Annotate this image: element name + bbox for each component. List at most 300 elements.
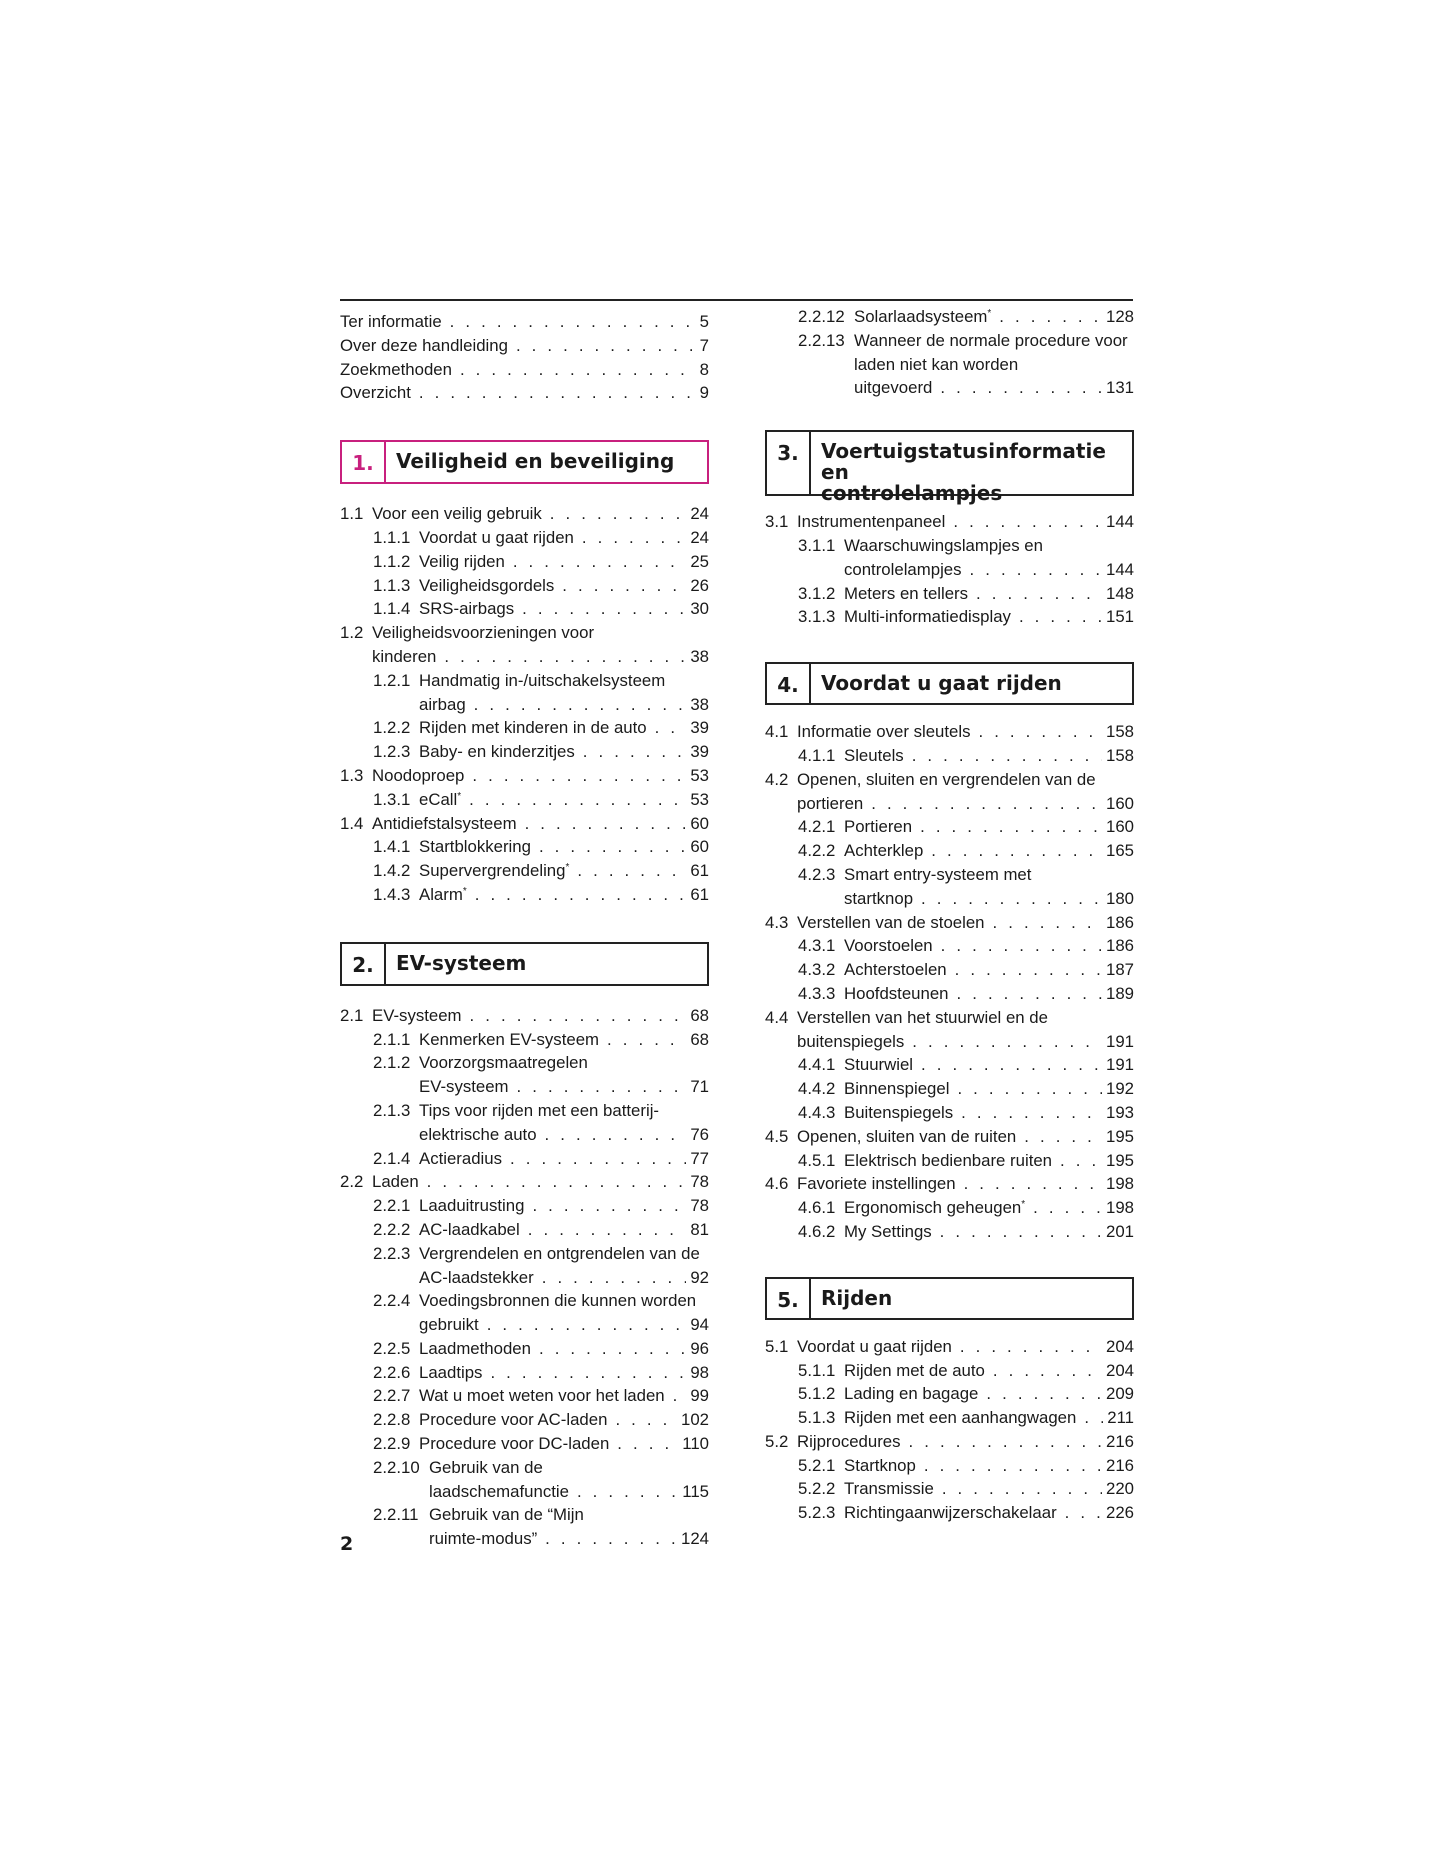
entry-title-text: Laadmethoden [419, 1338, 531, 1358]
dot-leader [673, 1384, 687, 1408]
entry-page[interactable]: 5 [699, 312, 709, 331]
toc-entry[interactable] [765, 1220, 1134, 1244]
entry-page[interactable]: 78 [690, 1172, 709, 1192]
entry-page[interactable]: 7 [699, 335, 709, 355]
toc-entry[interactable] [765, 1335, 1134, 1359]
toc-entry[interactable] [340, 334, 709, 358]
top-rule [340, 299, 1133, 301]
entry-leader-row [844, 1501, 1134, 1525]
entry-title [844, 1077, 949, 1101]
entry-leader-row [419, 716, 709, 740]
toc-entry[interactable] [765, 1382, 1134, 1406]
entry-leader-row [797, 1030, 1134, 1054]
entry-number: 5.1.2 [798, 1384, 836, 1404]
entry-title-text: Solarlaadsysteem [854, 307, 988, 326]
entry-page[interactable]: 209 [1106, 1384, 1134, 1404]
toc-entry[interactable] [765, 982, 1134, 1006]
entry-body [340, 381, 709, 405]
entry-leader-row [844, 1382, 1134, 1406]
entry-leader-row [419, 1147, 709, 1171]
entry-page[interactable]: 180 [1106, 888, 1134, 908]
dot-leader [993, 911, 1102, 935]
entry-title [844, 558, 962, 582]
toc-entry[interactable] [765, 839, 1134, 863]
toc-entry[interactable] [765, 1196, 1134, 1220]
entry-title-text: laadschemafunctie [429, 1481, 569, 1501]
entry-page[interactable]: 115 [682, 1481, 709, 1501]
entry-page[interactable]: 60 [690, 837, 709, 857]
entry-body [844, 839, 1134, 863]
entry-title-text: Informatie over sleutels [797, 722, 971, 742]
entry-page[interactable]: 192 [1106, 1079, 1134, 1099]
toc-entry[interactable] [765, 720, 1134, 744]
toc-entry[interactable] [340, 381, 709, 405]
entry-title [844, 1149, 1052, 1173]
dot-leader [607, 1028, 686, 1052]
dot-leader [472, 764, 686, 788]
chapter-title [811, 432, 1132, 506]
dot-leader [516, 334, 696, 358]
entry-title [844, 744, 904, 768]
toc-entry[interactable] [340, 716, 709, 740]
entry-body [844, 1220, 1134, 1244]
toc-entry[interactable] [340, 1242, 709, 1290]
entry-title-line: laden niet kan worden [854, 354, 1019, 374]
toc-entry[interactable] [765, 1172, 1134, 1196]
toc-entry[interactable] [765, 1454, 1134, 1478]
entry-title [429, 1480, 569, 1504]
entry-title-text: Ter informatie [340, 312, 442, 331]
entry-page[interactable]: 186 [1106, 936, 1134, 956]
entry-page[interactable]: 99 [690, 1386, 709, 1406]
chapter-2-continued [765, 305, 1134, 400]
dot-leader [920, 815, 1102, 839]
entry-title [844, 1477, 934, 1501]
entry-title-text: Antidiefstalsysteem [372, 813, 517, 833]
entry-title [372, 764, 464, 788]
entry-body [419, 1194, 709, 1218]
entry-body [419, 1432, 709, 1456]
toc-entry[interactable] [340, 597, 709, 621]
entry-number: 4.3.1 [798, 936, 836, 956]
entry-title [419, 1147, 502, 1171]
toc-entry[interactable] [765, 1125, 1134, 1149]
entry-title-text: Zoekmethoden [340, 359, 452, 379]
entry-page[interactable]: 195 [1106, 1126, 1134, 1146]
toc-entry[interactable] [340, 1432, 709, 1456]
entry-number: 1.2 [340, 623, 364, 643]
entry-title [419, 1313, 479, 1337]
dot-leader [562, 574, 686, 598]
dot-leader [539, 835, 686, 859]
toc-entry[interactable] [765, 1477, 1134, 1501]
entry-page[interactable]: 24 [690, 527, 709, 547]
entry-leader-row [844, 558, 1134, 582]
dot-leader [444, 645, 686, 669]
entry-page[interactable]: 53 [690, 789, 709, 809]
toc-entry[interactable] [765, 510, 1134, 534]
entry-page[interactable]: 160 [1106, 793, 1134, 813]
entry-title-line: Handmatig in-/uitschakelsysteem [419, 670, 666, 690]
entry-page[interactable]: 92 [690, 1267, 709, 1287]
entry-title [844, 958, 947, 982]
entry-page[interactable]: 96 [690, 1338, 709, 1358]
dot-leader [1033, 1196, 1102, 1220]
entry-page[interactable]: 198 [1106, 1198, 1134, 1218]
entry-page[interactable]: 30 [690, 599, 709, 619]
entry-body [797, 1125, 1134, 1149]
toc-entry[interactable] [340, 1004, 709, 1028]
chapter-title: Veiligheid en beveiliging [396, 449, 675, 474]
toc-entry[interactable] [340, 812, 709, 836]
toc-entry[interactable] [340, 1361, 709, 1385]
entry-number: 2.2.6 [373, 1362, 411, 1382]
toc-entry[interactable] [340, 621, 709, 669]
toc-entry[interactable] [765, 1101, 1134, 1125]
entry-page[interactable]: 204 [1106, 1360, 1134, 1380]
entry-body [797, 1335, 1134, 1359]
toc-entry[interactable] [340, 1028, 709, 1052]
entry-title-text: SRS-airbags [419, 599, 515, 619]
entry-number: 5.2.2 [798, 1479, 836, 1499]
entry-page[interactable]: 102 [681, 1410, 709, 1430]
entry-body [419, 1408, 709, 1432]
entry-title [844, 1101, 953, 1125]
entry-page[interactable]: 148 [1106, 583, 1134, 603]
chapter-1-header[interactable] [340, 440, 709, 484]
entry-page[interactable]: 189 [1106, 983, 1134, 1003]
entry-page[interactable]: 26 [690, 575, 709, 595]
entry-page[interactable]: 165 [1106, 841, 1134, 861]
dot-leader [1024, 1125, 1102, 1149]
toc-entry[interactable] [340, 788, 709, 812]
toc-entry[interactable] [340, 526, 709, 550]
page-number: 2 [340, 1533, 354, 1555]
dot-leader [970, 558, 1102, 582]
toc-entry[interactable] [765, 1053, 1134, 1077]
entry-title [844, 1454, 916, 1478]
toc-entry[interactable] [340, 1337, 709, 1361]
dot-leader [475, 883, 687, 907]
entry-leader-row [419, 526, 709, 550]
toc-entry[interactable] [765, 1430, 1134, 1454]
dot-leader [577, 1480, 678, 1504]
toc-entry[interactable] [765, 1149, 1134, 1173]
chapter-4-header[interactable] [765, 662, 1134, 705]
entry-body [844, 1382, 1134, 1406]
entry-title [372, 1170, 419, 1194]
entry-leader-row [844, 1220, 1134, 1244]
entry-number: 4.6 [765, 1174, 789, 1194]
entry-leader-row [419, 1384, 709, 1408]
entry-leader-row [419, 1123, 709, 1147]
entry-number: 1.1.4 [373, 599, 411, 619]
entry-page[interactable]: 158 [1106, 745, 1134, 765]
entry-page[interactable]: 110 [682, 1434, 709, 1454]
entry-number: 4.3.2 [798, 960, 836, 980]
toc-entry[interactable] [340, 740, 709, 764]
entry-number: 2.1 [340, 1005, 364, 1025]
entry-number: 4.3 [765, 912, 789, 932]
entry-page[interactable]: 68 [690, 1029, 709, 1049]
entry-body [797, 911, 1134, 935]
dot-leader [1060, 1149, 1102, 1173]
entry-page[interactable]: 60 [690, 813, 709, 833]
entry-number: 2.2 [340, 1172, 364, 1192]
entry-number: 1.1.3 [373, 575, 411, 595]
entry-page[interactable]: 226 [1106, 1503, 1134, 1523]
toc-entry[interactable] [340, 764, 709, 788]
entry-body [419, 550, 709, 574]
toc-entry[interactable] [765, 1406, 1134, 1430]
entry-title-text: Elektrisch bedienbare ruiten [844, 1150, 1053, 1170]
entry-page[interactable]: 94 [690, 1315, 709, 1335]
entry-number: 5.2 [765, 1431, 789, 1451]
entry-leader-row [844, 1053, 1134, 1077]
entry-page[interactable]: 53 [690, 765, 709, 785]
toc-entry[interactable] [340, 883, 709, 907]
entry-page[interactable]: 151 [1106, 607, 1134, 627]
toc-entry[interactable] [340, 1170, 709, 1194]
chapter-5-header[interactable] [765, 1277, 1134, 1320]
toc-entry[interactable] [765, 958, 1134, 982]
entry-number: 2.2.5 [373, 1338, 411, 1358]
entry-title [844, 1501, 1057, 1525]
chapter-title-line: Voertuigstatusinformatie en [821, 439, 1106, 485]
entry-page[interactable]: 39 [690, 718, 709, 738]
entry-page[interactable]: 193 [1106, 1102, 1134, 1122]
entry-page[interactable]: 158 [1106, 722, 1134, 742]
entry-number: 2.2.7 [373, 1386, 411, 1406]
entry-page[interactable]: 144 [1106, 559, 1134, 579]
entry-leader-row [372, 764, 709, 788]
entry-page[interactable]: 78 [690, 1196, 709, 1216]
entry-page[interactable]: 220 [1106, 1479, 1134, 1499]
dot-leader [921, 887, 1102, 911]
entry-title [372, 645, 436, 669]
entry-body [854, 305, 1134, 329]
toc-entry[interactable] [340, 1194, 709, 1218]
toc-entry[interactable] [340, 1503, 709, 1551]
entry-body [419, 597, 709, 621]
entry-body [419, 883, 709, 907]
entry-body [854, 329, 1134, 400]
entry-page[interactable]: 24 [690, 504, 709, 524]
toc-entry[interactable] [765, 934, 1134, 958]
entry-number: 4.3.3 [798, 983, 836, 1003]
entry-page[interactable]: 160 [1106, 817, 1134, 837]
entry-body [844, 1077, 1134, 1101]
entry-page[interactable]: 198 [1106, 1174, 1134, 1194]
entry-page[interactable]: 71 [690, 1077, 709, 1097]
entry-page[interactable]: 76 [690, 1124, 709, 1144]
toc-entry[interactable] [340, 550, 709, 574]
toc-entry[interactable] [765, 815, 1134, 839]
entry-number: 2.2.3 [373, 1243, 411, 1263]
entry-page[interactable]: 9 [699, 383, 709, 403]
toc-entry[interactable] [340, 1099, 709, 1147]
entry-title [844, 982, 949, 1006]
entry-title [372, 502, 542, 526]
entry-number: 1.2.1 [373, 670, 411, 690]
entry-number: 5.1.3 [798, 1408, 836, 1428]
entry-page[interactable]: 98 [690, 1362, 709, 1382]
toc-entry[interactable] [765, 1501, 1134, 1525]
entry-number: 1.4.3 [373, 884, 411, 904]
entry-title-text: Ergonomisch geheugen [844, 1198, 1022, 1218]
toc-entry[interactable] [765, 863, 1134, 911]
entry-number: 3.1.1 [798, 535, 836, 555]
entry-title-text: Portieren [844, 817, 913, 837]
entry-body [844, 863, 1134, 911]
dot-leader [1084, 1406, 1103, 1430]
entry-title [419, 1123, 537, 1147]
toc-entry[interactable] [340, 1051, 709, 1099]
toc-entry[interactable] [765, 534, 1134, 582]
entry-leader-row [340, 358, 709, 382]
entry-title-line: Smart entry-systeem met [844, 864, 1032, 884]
entry-page[interactable]: 211 [1107, 1408, 1134, 1428]
chapter-2-header[interactable] [340, 942, 709, 986]
entry-number: 1.4.2 [373, 861, 411, 881]
entry-title-text: Rijden met kinderen in de auto [419, 718, 647, 738]
entry-page[interactable]: 128 [1106, 307, 1134, 326]
entry-page[interactable]: 186 [1106, 912, 1134, 932]
entry-leader-row [419, 835, 709, 859]
entry-title [340, 381, 411, 405]
entry-page[interactable]: 191 [1106, 1055, 1134, 1075]
toc-entry[interactable] [765, 582, 1134, 606]
dot-leader [474, 693, 687, 717]
entry-body [419, 716, 709, 740]
chapter-3-header[interactable] [765, 430, 1134, 506]
entry-leader-row [419, 550, 709, 574]
chapter-title: Voordat u gaat rijden [821, 671, 1062, 696]
entry-leader-row [372, 1004, 709, 1028]
entry-title [844, 934, 933, 958]
toc-entry[interactable] [340, 835, 709, 859]
entry-title-text: Achterklep [844, 841, 924, 861]
entry-page[interactable]: 77 [690, 1148, 709, 1168]
entry-page[interactable]: 131 [1106, 378, 1134, 398]
entry-page[interactable]: 216 [1106, 1455, 1134, 1475]
toc-entry[interactable] [765, 605, 1134, 629]
entry-leader-row [419, 740, 709, 764]
entry-body [844, 1477, 1134, 1501]
entry-title [340, 310, 442, 334]
entry-page[interactable]: 81 [690, 1219, 709, 1239]
entry-title [419, 526, 574, 550]
toc-entry[interactable] [340, 1289, 709, 1337]
entry-body [844, 1196, 1134, 1220]
entry-leader-row [419, 574, 709, 598]
entry-page[interactable]: 68 [690, 1005, 709, 1025]
entry-number: 1.2.2 [373, 718, 411, 738]
dot-leader [525, 812, 687, 836]
entry-title [372, 1004, 462, 1028]
entry-page[interactable]: 124 [681, 1529, 709, 1549]
entry-page[interactable]: 38 [690, 694, 709, 714]
entry-leader-row [844, 744, 1134, 768]
entry-title [372, 812, 517, 836]
toc-entry[interactable] [765, 1006, 1134, 1054]
entry-page[interactable]: 144 [1106, 512, 1134, 532]
toc-entry[interactable] [340, 310, 709, 334]
dot-leader [964, 1172, 1102, 1196]
dot-leader [487, 1313, 687, 1337]
entry-body [844, 934, 1134, 958]
dot-leader [924, 1454, 1102, 1478]
entry-title [419, 1361, 482, 1385]
toc-entry[interactable] [340, 358, 709, 382]
toc-entry[interactable] [340, 502, 709, 526]
entry-number: 1.1.1 [373, 527, 411, 547]
entry-page[interactable]: 187 [1106, 960, 1134, 980]
entry-number: 4.1 [765, 722, 789, 742]
entry-title-text: eCall [419, 789, 458, 809]
toc-entry[interactable] [340, 1456, 709, 1504]
toc-entry[interactable] [765, 1077, 1134, 1101]
toc-entry[interactable] [765, 1359, 1134, 1383]
entry-title-text: Meters en tellers [844, 583, 969, 603]
toc-entry[interactable] [340, 859, 709, 883]
entry-page[interactable]: 25 [690, 551, 709, 571]
entry-page[interactable]: 204 [1106, 1336, 1134, 1356]
entry-title [797, 1335, 952, 1359]
entry-page[interactable]: 8 [699, 359, 709, 379]
entry-page[interactable]: 201 [1106, 1221, 1134, 1241]
toc-entry[interactable] [765, 305, 1134, 329]
entry-page[interactable]: 39 [690, 742, 709, 762]
entry-page[interactable]: 38 [690, 646, 709, 666]
dot-leader [978, 720, 1102, 744]
entry-page[interactable]: 61 [690, 861, 709, 881]
toc-entry[interactable] [765, 744, 1134, 768]
toc-entry[interactable] [340, 574, 709, 598]
toc-entry[interactable] [765, 329, 1134, 400]
entry-title-line: Tips voor rijden met een batterij- [419, 1100, 660, 1120]
entry-number: 2.2.2 [373, 1219, 411, 1239]
entry-body [419, 526, 709, 550]
entry-leader-row [797, 1172, 1134, 1196]
chapter-number: 4. [767, 664, 811, 703]
entry-leader-row [844, 815, 1134, 839]
toc-entry[interactable] [340, 669, 709, 717]
entry-title [797, 720, 970, 744]
toc-entry[interactable] [765, 768, 1134, 816]
entry-leader-row [419, 1432, 709, 1456]
entry-body [429, 1456, 709, 1504]
toc-entry[interactable] [340, 1384, 709, 1408]
chapter-5-entries [765, 1335, 1134, 1525]
entry-leader-row [340, 381, 709, 405]
dot-leader [583, 740, 687, 764]
toc-entry[interactable] [340, 1408, 709, 1432]
entry-body [797, 1172, 1134, 1196]
dot-leader [469, 788, 686, 812]
entry-number: 1.4 [340, 813, 364, 833]
entry-page[interactable]: 216 [1106, 1431, 1134, 1451]
entry-page[interactable]: 191 [1106, 1031, 1134, 1051]
chapter-1-entries [340, 502, 709, 907]
toc-entry[interactable] [340, 1218, 709, 1242]
entry-body [419, 1337, 709, 1361]
entry-page[interactable]: 195 [1106, 1150, 1134, 1170]
toc-entry[interactable] [340, 1147, 709, 1171]
toc-entry[interactable] [765, 911, 1134, 935]
entry-page[interactable]: 61 [690, 884, 709, 904]
entry-title-text: Voordat u gaat rijden [419, 527, 574, 547]
